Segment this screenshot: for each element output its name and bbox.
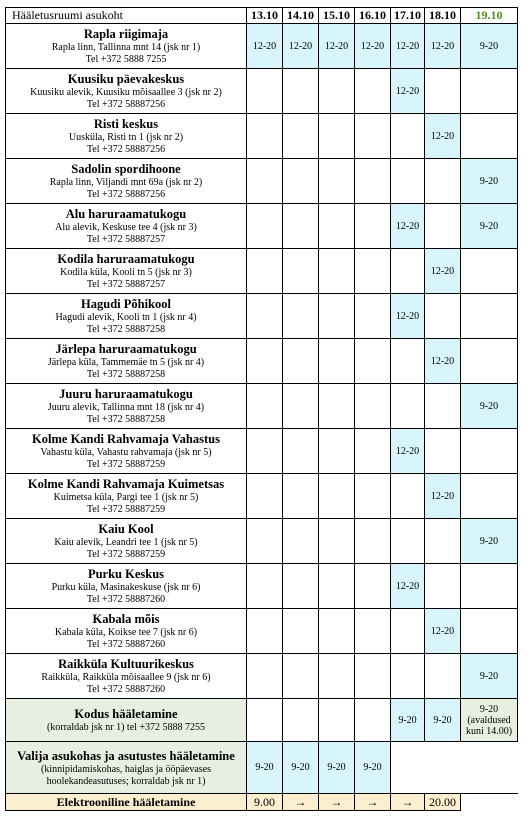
empty-hours-cell xyxy=(461,609,518,654)
place-cell xyxy=(6,114,247,159)
place-cell xyxy=(6,24,247,69)
hours-cell xyxy=(283,699,319,742)
empty-hours-cell xyxy=(247,429,283,474)
empty-hours-cell xyxy=(319,294,355,339)
place-address: Uusküla, Risti tn 1 (jsk nr 2) xyxy=(68,132,184,143)
empty-hours-cell xyxy=(391,159,425,204)
open-hours-cell: 12-20 xyxy=(425,474,461,519)
open-hours-cell: 9-20 xyxy=(461,24,518,69)
place-phone: Tel +372 58887260 xyxy=(86,594,166,605)
electronic-label: Elektrooniline hääletamine xyxy=(56,794,196,809)
open-hours-cell: 12-20 xyxy=(391,294,425,339)
open-hours-cell: 12-20 xyxy=(391,564,425,609)
place-row xyxy=(6,114,518,159)
empty-hours-cell xyxy=(425,69,461,114)
empty-hours-cell xyxy=(283,474,319,519)
place-row xyxy=(6,294,518,339)
open-hours-cell: 12-20 xyxy=(425,24,461,69)
schedule-body xyxy=(6,24,518,699)
empty-hours-cell xyxy=(355,654,391,699)
place-row xyxy=(6,609,518,654)
arrow-icon: → xyxy=(355,794,391,811)
empty-hours-cell xyxy=(355,429,391,474)
empty-hours-cell xyxy=(319,564,355,609)
empty-hours-cell xyxy=(319,159,355,204)
kodus-last-hours: 9-20 xyxy=(479,703,499,715)
place-phone: Tel +372 58887256 xyxy=(86,144,166,155)
place-phone: Tel +372 58887258 xyxy=(86,369,166,380)
empty-hours-cell xyxy=(247,69,283,114)
place-phone: Tel +372 5888 7255 xyxy=(85,54,167,65)
place-address: Rapla linn, Viljandi mnt 69a (jsk nr 2) xyxy=(49,177,203,188)
kodus-last-cell xyxy=(461,699,518,742)
empty-hours-cell xyxy=(425,294,461,339)
empty-hours-cell xyxy=(283,114,319,159)
open-hours-cell: 12-20 xyxy=(391,69,425,114)
empty-hours-cell xyxy=(425,654,461,699)
place-name: Raikküla Kultuurikeskus xyxy=(58,657,194,671)
empty-hours-cell xyxy=(247,654,283,699)
kodus-title: Kodus hääletamine xyxy=(74,707,178,721)
open-hours-cell: 12-20 xyxy=(247,24,283,69)
electronic-end: 20.00 xyxy=(425,794,461,811)
place-name: Kaiu Kool xyxy=(98,522,154,536)
place-row xyxy=(6,159,518,204)
empty-hours-cell xyxy=(425,519,461,564)
place-cell xyxy=(6,339,247,384)
open-hours-cell: 9-20 xyxy=(461,204,518,249)
kodus-last-note: (avaldused kuni 14.00) xyxy=(465,714,513,737)
place-row xyxy=(6,339,518,384)
empty-hours-cell xyxy=(283,204,319,249)
hours-cell: 9-20 xyxy=(283,742,319,794)
empty-hours-cell xyxy=(391,339,425,384)
open-hours-cell: 12-20 xyxy=(355,24,391,69)
place-row xyxy=(6,69,518,114)
empty-hours-cell xyxy=(461,294,518,339)
place-name: Hagudi Põhikool xyxy=(81,297,171,311)
empty-cell xyxy=(391,742,425,794)
place-address: Hagudi alevik, Kooli tn 1 (jsk nr 4) xyxy=(55,312,197,323)
open-hours-cell: 12-20 xyxy=(425,114,461,159)
empty-hours-cell xyxy=(283,159,319,204)
valija-row xyxy=(6,742,518,794)
place-row xyxy=(6,384,518,429)
empty-hours-cell xyxy=(247,609,283,654)
place-cell xyxy=(6,249,247,294)
place-name: Kodila haruraamatukogu xyxy=(57,252,195,266)
place-row xyxy=(6,519,518,564)
empty-hours-cell xyxy=(319,249,355,294)
location-header: Hääletusruumi asukoht xyxy=(6,8,247,24)
place-name: Kabala mõis xyxy=(92,612,160,626)
place-address: Järlepa küla, Tammemäe tn 5 (jsk nr 4) xyxy=(47,357,205,368)
empty-hours-cell xyxy=(355,69,391,114)
empty-hours-cell xyxy=(391,114,425,159)
place-row xyxy=(6,24,518,69)
empty-hours-cell xyxy=(247,204,283,249)
empty-hours-cell xyxy=(461,474,518,519)
date-header: 18.10 xyxy=(425,8,461,24)
kodus-note: (korraldab jsk nr 1) tel +372 5888 7255 xyxy=(46,722,206,733)
kodus-row xyxy=(6,699,518,742)
place-cell xyxy=(6,69,247,114)
place-cell xyxy=(6,159,247,204)
empty-hours-cell xyxy=(391,654,425,699)
place-row xyxy=(6,654,518,699)
header-row xyxy=(6,8,518,24)
date-header-election-day: 19.10 xyxy=(461,8,518,24)
place-phone: Tel +372 58887258 xyxy=(86,414,166,425)
place-row xyxy=(6,564,518,609)
empty-hours-cell xyxy=(247,339,283,384)
empty-hours-cell xyxy=(425,564,461,609)
empty-hours-cell xyxy=(319,654,355,699)
kodus-cell xyxy=(6,699,247,742)
empty-hours-cell xyxy=(355,159,391,204)
hours-cell xyxy=(355,699,391,742)
place-name: Rapla riigimaja xyxy=(83,27,169,41)
place-address: Kuusiku alevik, Kuusiku mõisaallee 3 (jsk nr 2) xyxy=(30,87,222,98)
empty-cell xyxy=(425,742,461,794)
place-name: Risti keskus xyxy=(93,117,159,131)
empty-hours-cell xyxy=(355,384,391,429)
empty-hours-cell xyxy=(247,474,283,519)
empty-hours-cell xyxy=(283,519,319,564)
empty-hours-cell xyxy=(319,114,355,159)
empty-hours-cell xyxy=(355,519,391,564)
place-phone: Tel +372 58887260 xyxy=(86,684,166,695)
place-address: Purku küla, Masinakeskuse (jsk nr 6) xyxy=(51,582,201,593)
hours-cell: 9-20 xyxy=(425,699,461,742)
open-hours-cell: 12-20 xyxy=(283,24,319,69)
empty-hours-cell xyxy=(425,429,461,474)
open-hours-cell: 9-20 xyxy=(461,159,518,204)
place-cell xyxy=(6,564,247,609)
open-hours-cell: 12-20 xyxy=(391,204,425,249)
empty-hours-cell xyxy=(247,249,283,294)
place-row xyxy=(6,249,518,294)
place-phone: Tel +372 58887256 xyxy=(86,99,166,110)
place-address: Raikküla, Raikküla mõisaallee 9 (jsk nr 6) xyxy=(41,672,211,683)
empty-hours-cell xyxy=(355,249,391,294)
empty-hours-cell xyxy=(391,519,425,564)
place-address: Kuimetsa küla, Pargi tee 1 (jsk nr 5) xyxy=(53,492,199,503)
hours-cell: 9-20 xyxy=(247,742,283,794)
place-phone: Tel +372 58887257 xyxy=(86,279,166,290)
empty-hours-cell xyxy=(319,204,355,249)
empty-hours-cell xyxy=(461,249,518,294)
place-name: Kolme Kandi Rahvamaja Kuimetsas xyxy=(27,477,225,491)
empty-hours-cell xyxy=(247,384,283,429)
open-hours-cell: 9-20 xyxy=(461,384,518,429)
place-name: Kolme Kandi Rahvamaja Vahastus xyxy=(32,432,220,446)
open-hours-cell: 12-20 xyxy=(425,249,461,294)
arrow-icon: → xyxy=(319,794,355,811)
empty-hours-cell xyxy=(391,384,425,429)
empty-hours-cell xyxy=(425,384,461,429)
place-cell xyxy=(6,519,247,564)
place-phone: Tel +372 58887259 xyxy=(86,504,166,515)
place-address: Rapla linn, Tallinna mnt 14 (jsk nr 1) xyxy=(51,42,201,53)
electronic-start: 9.00 xyxy=(247,794,283,811)
empty-hours-cell xyxy=(283,339,319,384)
empty-hours-cell xyxy=(355,339,391,384)
place-cell xyxy=(6,654,247,699)
hours-cell: 9-20 xyxy=(391,699,425,742)
hours-cell: 9-20 xyxy=(355,742,391,794)
empty-hours-cell xyxy=(461,339,518,384)
valija-cell xyxy=(6,742,247,794)
open-hours-cell: 12-20 xyxy=(391,24,425,69)
date-header: 17.10 xyxy=(391,8,425,24)
empty-cell xyxy=(461,794,518,811)
empty-hours-cell xyxy=(247,114,283,159)
empty-hours-cell xyxy=(355,474,391,519)
empty-hours-cell xyxy=(283,69,319,114)
open-hours-cell: 12-20 xyxy=(391,429,425,474)
hours-cell xyxy=(247,699,283,742)
schedule-extra xyxy=(6,699,518,811)
place-name: Juuru haruraamatukogu xyxy=(59,387,193,401)
place-phone: Tel +372 58887258 xyxy=(86,324,166,335)
place-row xyxy=(6,474,518,519)
open-hours-cell: 9-20 xyxy=(461,519,518,564)
place-cell xyxy=(6,204,247,249)
schedule-wrapper xyxy=(5,7,518,811)
empty-hours-cell xyxy=(247,159,283,204)
empty-hours-cell xyxy=(319,474,355,519)
place-phone: Tel +372 58887260 xyxy=(86,639,166,650)
empty-hours-cell xyxy=(283,654,319,699)
empty-hours-cell xyxy=(355,609,391,654)
empty-hours-cell xyxy=(355,114,391,159)
place-cell xyxy=(6,294,247,339)
valija-note: (kinnipidamiskohas, haiglas ja ööpäevases hoolekandeasutuses; korraldab jsk nr 1) xyxy=(41,763,211,787)
place-address: Juuru alevik, Tallinna mnt 18 (jsk nr 4) xyxy=(47,402,205,413)
empty-hours-cell xyxy=(319,519,355,564)
empty-hours-cell xyxy=(319,339,355,384)
place-name: Järlepa haruraamatukogu xyxy=(55,342,197,356)
empty-hours-cell xyxy=(319,69,355,114)
empty-hours-cell xyxy=(461,564,518,609)
empty-hours-cell xyxy=(461,114,518,159)
empty-hours-cell xyxy=(247,294,283,339)
electronic-title xyxy=(6,794,247,811)
place-name: Purku Keskus xyxy=(87,567,165,581)
electronic-row xyxy=(6,794,518,811)
empty-hours-cell xyxy=(283,429,319,474)
empty-hours-cell xyxy=(461,429,518,474)
empty-hours-cell xyxy=(425,159,461,204)
empty-hours-cell xyxy=(319,429,355,474)
empty-hours-cell xyxy=(391,474,425,519)
arrow-icon: → xyxy=(391,794,425,811)
place-address: Vahastu küla, Vahastu rahvamaja (jsk nr 5) xyxy=(40,447,212,458)
place-name: Sadolin spordihoone xyxy=(71,162,181,176)
empty-hours-cell xyxy=(355,204,391,249)
voting-schedule-table xyxy=(5,7,518,811)
open-hours-cell: 12-20 xyxy=(319,24,355,69)
date-header: 15.10 xyxy=(319,8,355,24)
open-hours-cell: 12-20 xyxy=(425,609,461,654)
date-header: 14.10 xyxy=(283,8,319,24)
empty-hours-cell xyxy=(461,69,518,114)
empty-hours-cell xyxy=(283,609,319,654)
place-address: Alu alevik, Keskuse tee 4 (jsk nr 3) xyxy=(55,222,197,233)
place-name: Alu haruraamatukogu xyxy=(65,207,187,221)
place-row xyxy=(6,204,518,249)
empty-hours-cell xyxy=(391,609,425,654)
hours-cell: 9-20 xyxy=(319,742,355,794)
open-hours-cell: 12-20 xyxy=(425,339,461,384)
place-name: Kuusiku päevakeskus xyxy=(67,72,185,86)
place-address: Kabala küla, Koikse tee 7 (jsk nr 6) xyxy=(54,627,198,638)
empty-hours-cell xyxy=(319,609,355,654)
place-cell xyxy=(6,609,247,654)
empty-hours-cell xyxy=(283,249,319,294)
place-phone: Tel +372 58887257 xyxy=(86,234,166,245)
open-hours-cell: 9-20 xyxy=(461,654,518,699)
date-header: 13.10 xyxy=(247,8,283,24)
hours-cell xyxy=(319,699,355,742)
arrow-icon: → xyxy=(283,794,319,811)
valija-title: Valija asukohas ja asutustes hääletamine xyxy=(17,748,235,763)
empty-hours-cell xyxy=(355,564,391,609)
empty-hours-cell xyxy=(283,564,319,609)
empty-hours-cell xyxy=(319,384,355,429)
date-header: 16.10 xyxy=(355,8,391,24)
place-address: Kaiu alevik, Leandri tee 1 (jsk nr 5) xyxy=(54,537,198,548)
empty-hours-cell xyxy=(247,564,283,609)
empty-hours-cell xyxy=(425,204,461,249)
place-phone: Tel +372 58887259 xyxy=(86,459,166,470)
place-cell xyxy=(6,429,247,474)
place-address: Kodila küla, Kooli tn 5 (jsk nr 3) xyxy=(60,267,192,278)
empty-hours-cell xyxy=(355,294,391,339)
place-cell xyxy=(6,384,247,429)
empty-hours-cell xyxy=(283,384,319,429)
place-row xyxy=(6,429,518,474)
empty-hours-cell xyxy=(247,519,283,564)
place-phone: Tel +372 58887256 xyxy=(86,189,166,200)
place-phone: Tel +372 58887259 xyxy=(86,549,166,560)
place-cell xyxy=(6,474,247,519)
empty-hours-cell xyxy=(391,249,425,294)
empty-cell xyxy=(461,742,518,794)
empty-hours-cell xyxy=(283,294,319,339)
